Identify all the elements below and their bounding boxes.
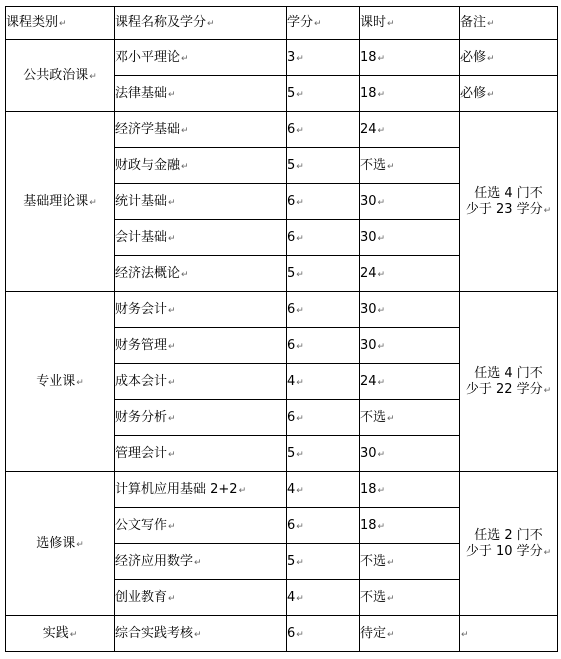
hours-cell: 18↵: [360, 76, 460, 112]
category-cell: 公共政治课↵: [6, 40, 115, 112]
remark-cell: 必修↵: [460, 76, 558, 112]
table-row: [6, 472, 558, 508]
credits-cell: 5↵: [287, 256, 360, 292]
credits-cell: 5↵: [287, 148, 360, 184]
credits-cell: 6↵: [287, 616, 360, 652]
course-cell: 财务会计↵: [115, 292, 287, 328]
course-cell: 统计基础↵: [115, 184, 287, 220]
credits-cell: 4↵: [287, 364, 360, 400]
table-row: [6, 292, 558, 328]
category-cell: 实践↵: [6, 616, 115, 652]
course-cell: 经济法概论↵: [115, 256, 287, 292]
hours-cell: 24↵: [360, 256, 460, 292]
credits-cell: 3↵: [287, 40, 360, 76]
course-cell: 财政与金融↵: [115, 148, 287, 184]
hours-cell: 30↵: [360, 436, 460, 472]
remark-cell: ↵: [460, 616, 558, 652]
hours-cell: 不选↵: [360, 544, 460, 580]
header-course: 课程名称及学分↵: [115, 7, 287, 40]
credits-cell: 6↵: [287, 184, 360, 220]
credits-cell: 6↵: [287, 400, 360, 436]
course-cell: 法律基础↵: [115, 76, 287, 112]
remark-cell: 必修↵: [460, 40, 558, 76]
table-row: [6, 40, 558, 76]
hours-cell: 18↵: [360, 40, 460, 76]
category-cell: 基础理论课↵: [6, 112, 115, 292]
header-hours: 课时↵: [360, 7, 460, 40]
credits-cell: 6↵: [287, 508, 360, 544]
hours-cell: 24↵: [360, 112, 460, 148]
course-cell: 财务分析↵: [115, 400, 287, 436]
hours-cell: 30↵: [360, 220, 460, 256]
course-cell: 计算机应用基础 2+2↵: [115, 472, 287, 508]
remark-block: 任选 4 门不 少于 23 学分↵: [460, 112, 558, 292]
hours-cell: 30↵: [360, 292, 460, 328]
course-cell: 财务管理↵: [115, 328, 287, 364]
hours-cell: 18↵: [360, 508, 460, 544]
header-credits: 学分↵: [287, 7, 360, 40]
course-cell: 公文写作↵: [115, 508, 287, 544]
hours-cell: 不选↵: [360, 580, 460, 616]
hours-cell: 18↵: [360, 472, 460, 508]
remark-block: 任选 4 门不 少于 22 学分↵: [460, 292, 558, 472]
course-cell: 管理会计↵: [115, 436, 287, 472]
course-cell: 经济学基础↵: [115, 112, 287, 148]
course-cell: 会计基础↵: [115, 220, 287, 256]
credits-cell: 4↵: [287, 580, 360, 616]
header-category: 课程类别↵: [6, 7, 115, 40]
credits-cell: 6↵: [287, 220, 360, 256]
remark-block: 任选 2 门不 少于 10 学分↵: [460, 472, 558, 616]
table-row: [6, 112, 558, 148]
course-cell: 经济应用数学↵: [115, 544, 287, 580]
credits-cell: 5↵: [287, 436, 360, 472]
category-cell: 专业课↵: [6, 292, 115, 472]
course-cell: 综合实践考核↵: [115, 616, 287, 652]
course-table: [5, 6, 558, 652]
course-cell: 创业教育↵: [115, 580, 287, 616]
hours-cell: 不选↵: [360, 400, 460, 436]
hours-cell: 不选↵: [360, 148, 460, 184]
category-cell: 选修课↵: [6, 472, 115, 616]
hours-cell: 30↵: [360, 184, 460, 220]
hours-cell: 30↵: [360, 328, 460, 364]
course-cell: 邓小平理论↵: [115, 40, 287, 76]
header-remark: 备注↵: [460, 7, 558, 40]
course-cell: 成本会计↵: [115, 364, 287, 400]
hours-cell: 24↵: [360, 364, 460, 400]
credits-cell: 5↵: [287, 544, 360, 580]
hours-cell: 待定↵: [360, 616, 460, 652]
credits-cell: 6↵: [287, 328, 360, 364]
credits-cell: 4↵: [287, 472, 360, 508]
table-row: [6, 616, 558, 652]
credits-cell: 5↵: [287, 76, 360, 112]
credits-cell: 6↵: [287, 292, 360, 328]
credits-cell: 6↵: [287, 112, 360, 148]
